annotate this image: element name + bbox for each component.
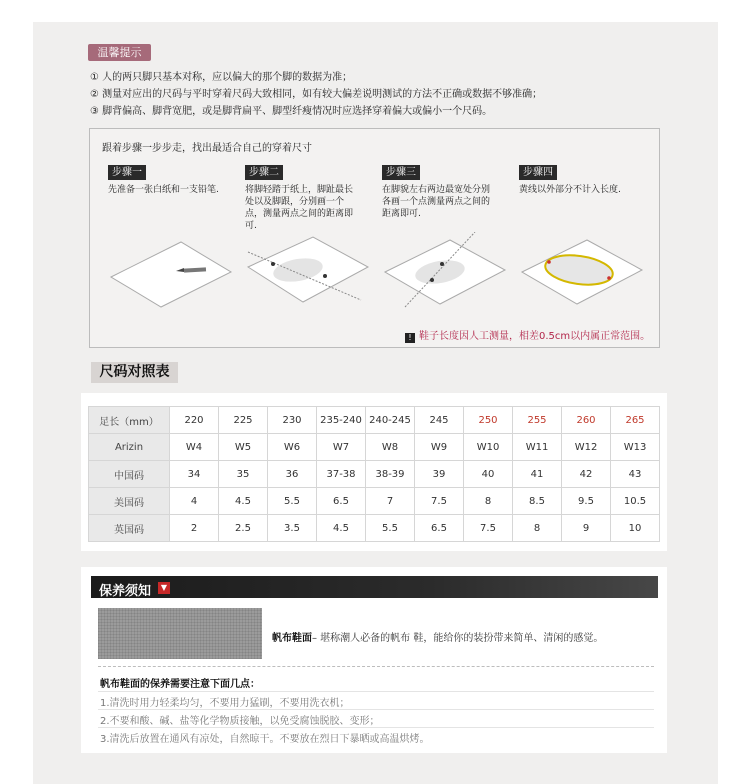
measurement-note [405, 327, 650, 343]
steps-intro: 跟着步骤一步步走，找出最适合自己的穿着尺寸 [102, 143, 312, 154]
step-1-badge: 步骤一 [108, 165, 146, 180]
size-row-head: 英国码 [89, 515, 170, 542]
size-cell: 35 [219, 461, 268, 488]
size-cell: 36 [268, 461, 317, 488]
measurement-note-text: 鞋子长度因人工测量，相差0.5cm以内属正常范围。 [419, 331, 651, 342]
size-row-head: 中国码 [89, 461, 170, 488]
size-cell: W4 [170, 434, 219, 461]
step-3-badge: 步骤三 [382, 165, 420, 180]
care-lead: 帆布鞋面的保养需要注意下面几点： [100, 679, 260, 690]
size-row [89, 461, 660, 488]
step-4-badge: 步骤四 [519, 165, 557, 180]
size-cell: W9 [415, 434, 464, 461]
size-row [89, 407, 660, 434]
tip-item: ③ 脚背偏高、脚背宽肥，或是脚背扁平、脚型纤瘦情况时应选择穿着偏大或偏小一个尺码。 [90, 106, 493, 117]
step-3-desc: 在脚貌左右两边最宽处分别各画一个点测量两点之间的距离即可. [382, 185, 491, 219]
size-cell: W8 [366, 434, 415, 461]
paper-pencil-illustration [106, 232, 236, 312]
tips-badge: 温馨提示 [88, 44, 151, 61]
size-cell: 245 [415, 407, 464, 434]
size-cell: 3.5 [268, 515, 317, 542]
size-cell: 265 [611, 407, 660, 434]
down-arrow-icon: ▼ [158, 582, 170, 594]
foot-measure-length-illustration [243, 232, 373, 312]
size-cell: 260 [562, 407, 611, 434]
size-cell: 40 [464, 461, 513, 488]
divider [98, 709, 654, 710]
size-cell: 6.5 [415, 515, 464, 542]
size-cell: 4 [170, 488, 219, 515]
warning-icon: ! [405, 333, 415, 343]
divider [98, 666, 654, 667]
size-row [89, 515, 660, 542]
size-row-head: Arizin [89, 434, 170, 461]
size-cell: 9 [562, 515, 611, 542]
size-cell: 255 [513, 407, 562, 434]
size-cell: 7.5 [415, 488, 464, 515]
size-cell: W6 [268, 434, 317, 461]
size-cell: 38-39 [366, 461, 415, 488]
size-cell: W12 [562, 434, 611, 461]
size-cell: 7 [366, 488, 415, 515]
size-cell: 230 [268, 407, 317, 434]
size-row [89, 434, 660, 461]
size-cell: 2 [170, 515, 219, 542]
care-item: 2.不要和酸、碱、盐等化学物质接触，以免受腐蚀脱胶、变形； [100, 716, 380, 727]
size-cell: 10.5 [611, 488, 660, 515]
tip-item: ② 测量对应出的尺码与平时穿着尺码大致相同，如有较大偏差说明测试的方法不正确或数据不够准确； [90, 89, 543, 100]
size-cell: 37-38 [317, 461, 366, 488]
canvas-fabric-swatch [98, 608, 262, 659]
size-cell: 39 [415, 461, 464, 488]
size-cell: 225 [219, 407, 268, 434]
step-1-desc: 先准备一张白纸和一支铅笔. [108, 185, 219, 195]
care-item: 3.清洗后放置在通风有凉处，自然晾干。不要放在烈日下暴晒或高温烘烤。 [100, 734, 430, 745]
step-2-desc: 将脚轻踏于纸上，脚趾最长处以及脚跟，分别画一个点，测量两点之间的距离即可. [245, 185, 354, 231]
size-row-head: 足长（mm） [89, 407, 170, 434]
foot-measure-width-illustration [380, 232, 510, 312]
size-cell: 9.5 [562, 488, 611, 515]
size-cell: 6.5 [317, 488, 366, 515]
fabric-description [272, 629, 603, 644]
size-cell: 8.5 [513, 488, 562, 515]
size-row [89, 488, 660, 515]
size-chart-table [88, 406, 660, 542]
tip-item: ① 人的两只脚只基本对称，应以偏大的那个脚的数据为准； [90, 72, 353, 83]
size-cell: 240-245 [366, 407, 415, 434]
size-cell: 5.5 [366, 515, 415, 542]
size-cell: 4.5 [219, 488, 268, 515]
size-cell: 8 [464, 488, 513, 515]
care-title: 保养须知 [99, 584, 152, 599]
fabric-name: 帆布鞋面 [272, 633, 312, 644]
size-cell: 43 [611, 461, 660, 488]
size-cell: 41 [513, 461, 562, 488]
step-2-badge: 步骤二 [245, 165, 283, 180]
size-row-head: 美国码 [89, 488, 170, 515]
size-cell: 7.5 [464, 515, 513, 542]
size-cell: 250 [464, 407, 513, 434]
divider [98, 691, 654, 692]
care-header [91, 576, 658, 598]
foot-outline-illustration [517, 232, 647, 312]
care-item: 1.清洗时用力轻柔均匀，不要用力猛刷，不要用洗衣机； [100, 698, 350, 709]
divider [98, 727, 654, 728]
size-cell: 34 [170, 461, 219, 488]
size-cell: W10 [464, 434, 513, 461]
size-cell: 5.5 [268, 488, 317, 515]
size-cell: 4.5 [317, 515, 366, 542]
size-cell: W5 [219, 434, 268, 461]
size-cell: W7 [317, 434, 366, 461]
step-4-desc: 黄线以外部分不计入长度. [519, 185, 621, 195]
size-cell: 42 [562, 461, 611, 488]
size-cell: 235-240 [317, 407, 366, 434]
size-chart-title: 尺码对照表 [91, 362, 178, 383]
size-cell: W11 [513, 434, 562, 461]
size-cell: 10 [611, 515, 660, 542]
size-cell: 8 [513, 515, 562, 542]
size-cell: 2.5 [219, 515, 268, 542]
size-cell: W13 [611, 434, 660, 461]
size-cell: 220 [170, 407, 219, 434]
fabric-desc-text: – 堪称潮人必备的帆布 鞋，能给你的装扮带来简单、清闲的感觉。 [312, 633, 604, 644]
